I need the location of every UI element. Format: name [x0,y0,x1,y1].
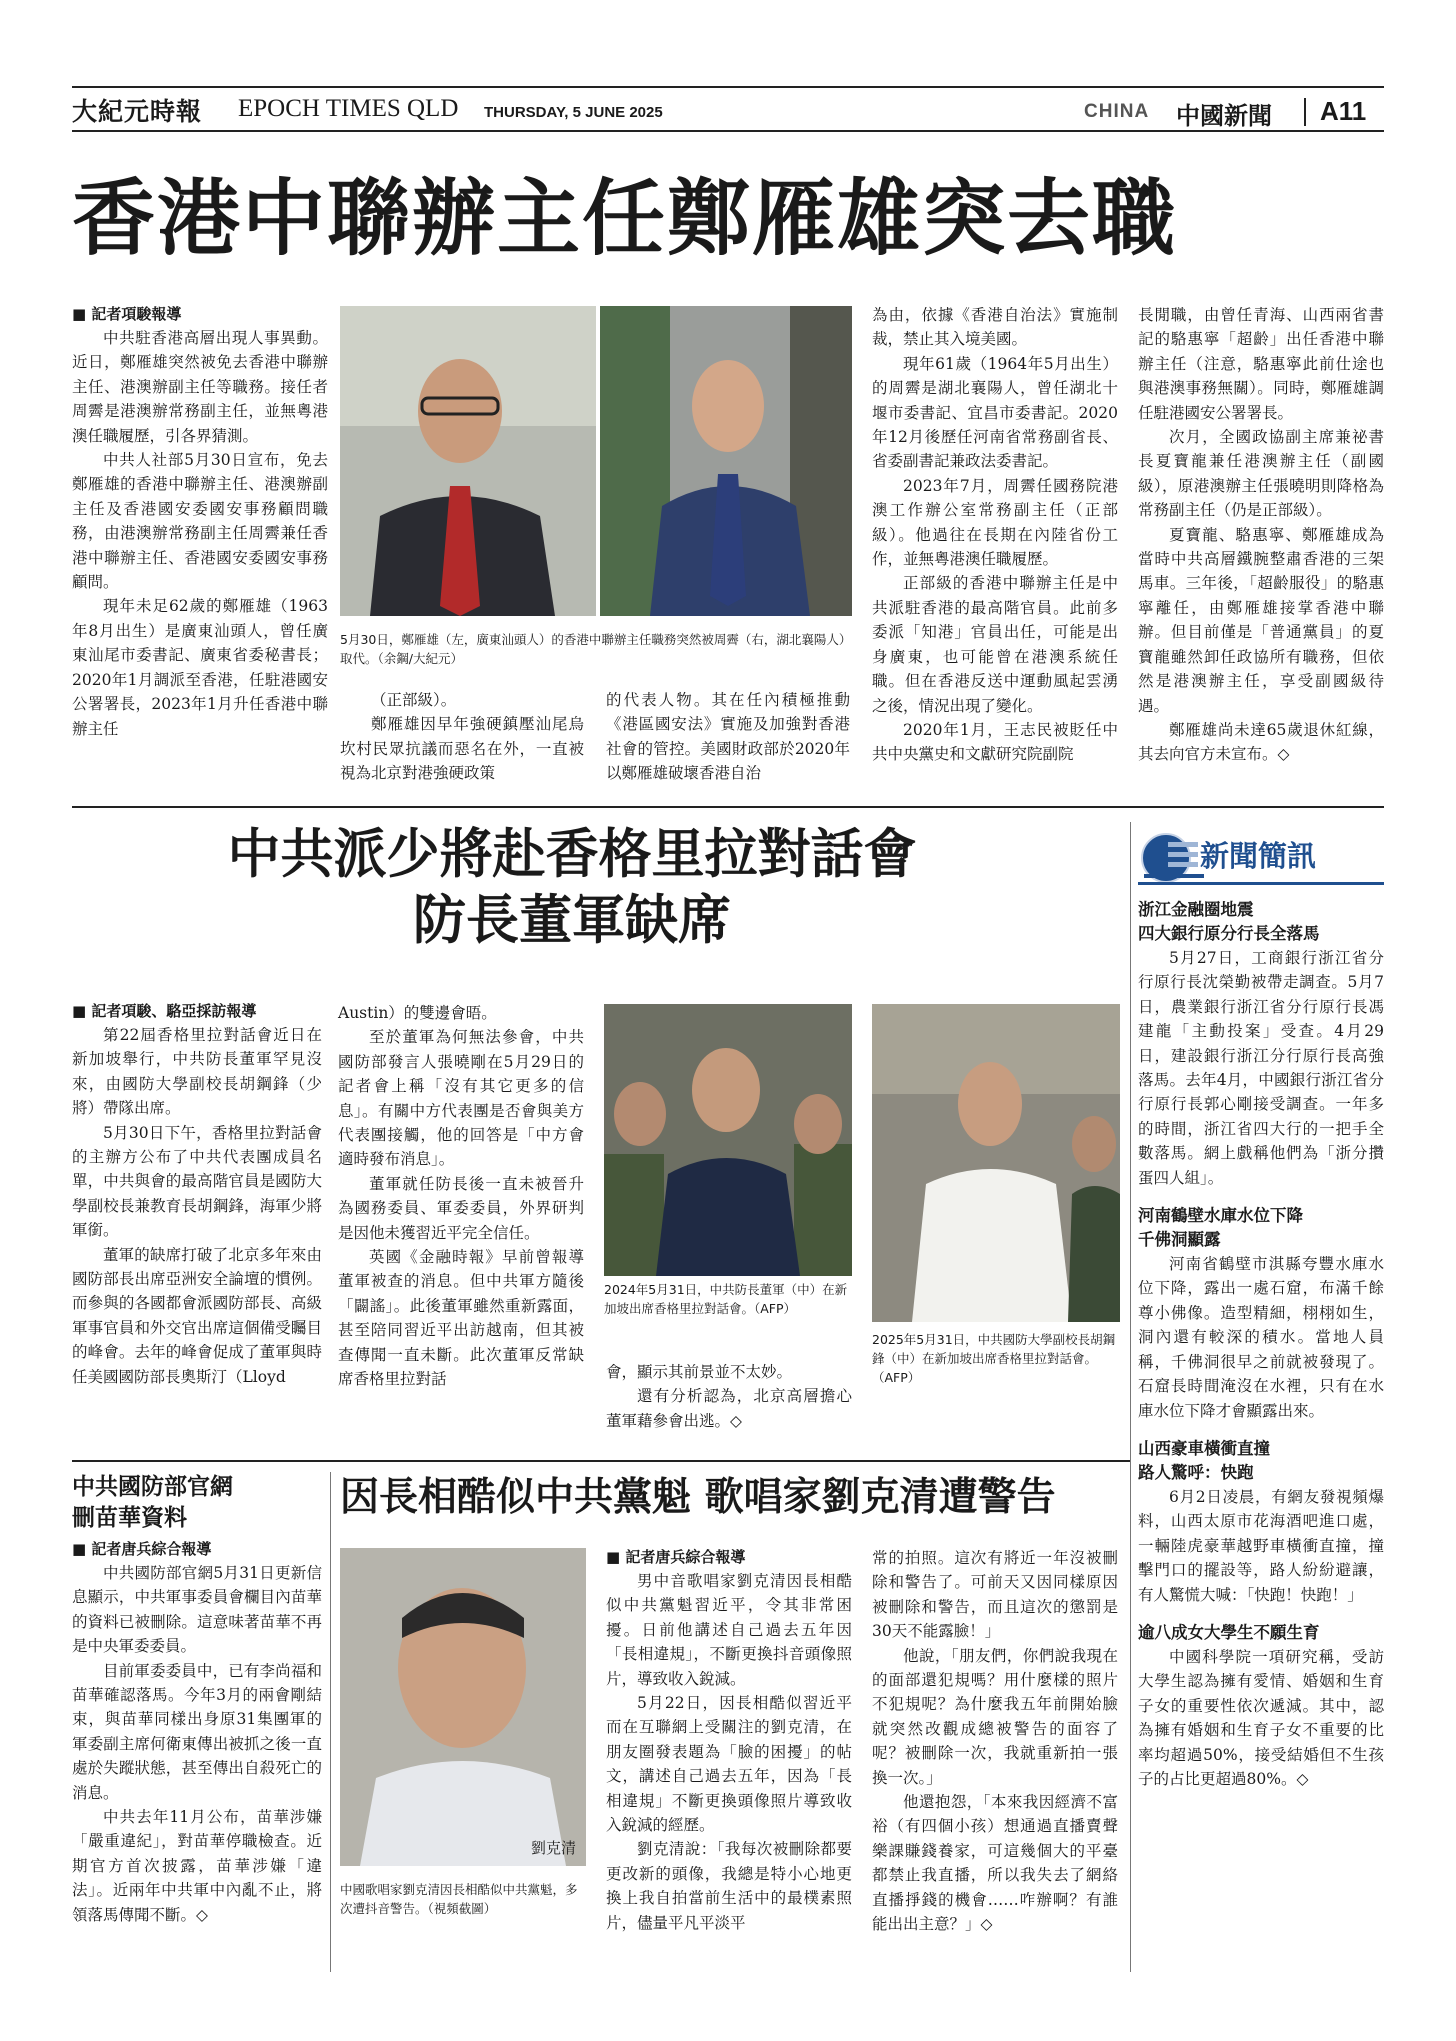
paragraph: 中共駐香港高層出現人事異動。近日，鄭雁雄突然被免去香港中聯辦主任、港澳辦副主任等職務。接任者周霽是港澳辦常務副主任，並無粵港澳任職履歷，引各界猜測。 [72,329,328,445]
brand-en: EPOCH TIMES QLD [238,95,459,122]
story1-col3-text [872,303,1118,767]
masthead-bottom-rule [72,130,1384,132]
briefs-title: 新聞簡訊 [1200,839,1317,873]
story1-byline: ■ 記者項駿報導 [72,305,182,323]
brief-body: 6月2日凌晨，有網友發視頻爆料，山西太原市花海酒吧進口處，一輛陸虎豪華越野車橫衝直撞，撞擊門口的擺設等，路人紛紛避讓，有人驚慌大喊：「快跑！快跑！」 [1138,1487,1384,1604]
paragraph: 2023年7月，周霽任國務院港澳工作辦公室常務副主任（正部級）。他過往在長期在內陸省份工作，並無粵港澳任職履歷。 [872,476,1118,569]
paragraph: 目前軍委委員中，已有李尚福和苗華確認落馬。今年3月的兩會剛結束，與苗華同樣出身原31集團軍的軍委副主席何衛東傳出被抓之後一直處於失蹤狀態，甚至傳出自殺死亡的消息。 [72,1661,322,1802]
brief-title: 河南鶴壁水庫水位下降 [1138,1206,1303,1226]
story1-col2-text [340,688,584,786]
story1-col4-text [1138,303,1384,767]
paragraph: 正部級的香港中聯辦主任是中共派駐香港的最高階官員。此前多委派「知港」官員出任，可能是出身廣東，也可能曾在港澳系統任職。但在香港反送中運動風起雲湧之後，情況出現了變化。 [872,574,1118,715]
paragraph: （正部級）。 [371,691,457,709]
paragraph: 長閒職，由曾任青海、山西兩省書記的駱惠寧「超齡」出任香港中聯辦主任（注意，駱惠寧此前仕途也與港澳事務無關）。同時，鄭雁雄調任駐港國安公署署長。 [1138,306,1384,422]
paragraph: 董軍就任防長後一直未被晉升為國務委員、軍委委員，外界研判是因他未獲習近平完全信任。 [338,1174,584,1242]
paragraph: 夏寶龍、駱惠寧、鄭雁雄成為當時中共高層鐵腕整肅香港的三架馬車。三年後，「超齡服役」的駱惠寧離任，由鄭雁雄接掌香港中聯辦。但目前僅是「普通黨員」的夏寶龍雖然卸任政協所有職務，但依然是港澳辦主任，享受副國級待遇。 [1138,525,1384,715]
paragraph: 中共人社部5月30日宣布，免去鄭雁雄的香港中聯辦主任、港澳辦副主任及香港國安委國安事務顧問職務，由港澳辦常務副主任周霽兼任香港中聯辦主任、香港國安委國安事務顧問。 [72,451,328,592]
story2-column-1 [72,1000,322,1389]
brief-body: 河南省鶴壁市淇縣夸豐水庫水位下降，露出一處石窟，布滿千餘尊小佛像。造型精細，栩栩如生，洞內還有較深的積水。當地人員稱，千佛洞很早之前就被發現了。石窟長時間淹沒在水裡，只有在水庫水位下降才會顯露出來。 [1138,1255,1384,1420]
story2-byline: ■ 記者項駿、駱亞採訪報導 [72,1002,257,1020]
story1-col1-text [72,326,328,741]
paragraph: 現年61歲（1964年5月出生）的周霽是湖北襄陽人，曾任湖北十堰市委書記、宜昌市委書記。2020年12月後歷任河南省常務副省長、省委副書記兼政法委書記。 [872,354,1118,471]
story4-col1-text [606,1569,852,1935]
section-cn: 中國新聞 [1176,102,1272,130]
photo-signature: 劉克清 [530,1839,576,1857]
story3-divider [330,1472,331,1972]
briefs-banner [1138,828,1384,890]
brief-title: 逾八成女大學生不願生育 [1138,1622,1320,1642]
issue-date: THURSDAY, 5 JUNE 2025 [484,104,663,121]
paragraph: 他說，「朋友們，你們說我現在的面部還犯規嗎？用什麼樣的照片不犯規呢？為什麼我五年前開始臉就突然改觀成總被警告的面容了呢？被刪除一次，我就重新拍一張換一次。」 [872,1646,1118,1787]
photo-zheng-yanxiong-illustration [340,306,596,616]
story1-column-1 [72,303,328,741]
masthead-divider [1304,98,1306,126]
paragraph: 中共國防部官網5月31日更新信息顯示，中共軍事委員會欄目內苗華的資料已被刪除。這意味著苗華不再是中央軍委委員。 [72,1564,322,1656]
photo-dong-jun-illustration [604,1004,852,1276]
photo-zhou-ji [600,306,852,616]
story1-col3-bottom-text [606,688,850,786]
paragraph: 第22屆香格里拉對話會近日在新加坡舉行，中共防長董軍罕見沒來，由國防大學副校長胡鋼鋒（少將）帶隊出席。 [72,1026,322,1118]
paragraph: 常的拍照。這次有將近一年沒被刪除和警告了。可前天又因同樣原因被刪除和警告，而且這次的懲罰是30天不能露臉！」 [872,1549,1118,1641]
briefs-banner-underline [1138,882,1384,885]
story4-headline: 因長相酷似中共黨魁 歌唱家劉克清遭警告 [340,1475,1056,1520]
paragraph: 英國《金融時報》早前曾報導董軍被查的消息。但中共軍方隨後「闢謠」。此後董軍雖然重新露面，甚至陪同習近平出訪越南，但其被查傳聞一直未斷。此次董軍反常缺席香格里拉對話 [338,1248,584,1389]
newspaper-icon [1138,828,1208,888]
brief-item [1138,1204,1384,1423]
paragraph: 董軍的缺席打破了北京多年來由國防部長出席亞洲安全論壇的慣例。而參與的各國都會派國防部長、高級軍事官員和外交官出席這個備受矚目的峰會。去年的峰會促成了董軍與時任美國國防部長奧斯汀（Lloyd [72,1245,322,1386]
brand-cn: 大紀元時報 [72,97,203,126]
story2-headline-line2: 防長董軍缺席 [413,890,731,951]
masthead-top-rule [72,86,1384,88]
photo-hu-gangfeng [872,1004,1120,1322]
section-en: CHINA [1084,101,1150,122]
brief-item [1138,898,1384,1190]
photo-liu-keqing-illustration [340,1548,586,1866]
paragraph: 鄭雁雄尚未達65歲退休紅線，其去向官方未宣布。◇ [1138,720,1384,764]
story2-caption-1: 2024年5月31日，中共防長董軍（中）在新加坡出席香格里拉對話會。（AFP） [604,1282,848,1316]
brief-item [1138,1437,1384,1607]
story4-byline: ■ 記者唐兵綜合報導 [606,1548,746,1566]
brief-body: 5月27日，工商銀行浙江省分行原行長沈榮勤被帶走調查。5月7日，農業銀行浙江省分行原行長馮建龍「主動投案」受查。4月29日，建設銀行浙江分行原行長高強落馬。去年4月，中國銀行浙江省分行原行長郭心剛接受調查。一年多的時間，浙江省四大行的一把手全數落馬。網上戲稱他們為「浙分攢蛋四人組」。 [1138,949,1384,1187]
paragraph: 現年未足62歲的鄭雁雄（1963年8月出生）是廣東汕頭人，曾任廣東汕尾市委書記、廣東省委秘書長；2020年1月調派至香港，任駐港國安公署署長，2023年1月升任香港中聯辦主任 [72,597,328,738]
story3-title-line1: 中共國防部官網 [72,1474,233,1500]
story2-headline-line1: 中共派少將赴香格里拉對話會 [227,824,917,885]
story1-bottom-rule [72,806,1384,808]
paragraph: 的代表人物。其在任內積極推動《港區國安法》實施及加強對香港社會的管控。美國財政部於2020年以鄭雁雄破壞香港自治 [606,691,850,783]
paragraph: 5月22日，因長相酷似習近平而在互聯網上受關注的劉克清，在朋友圈發表題為「臉的困擾」的帖文，講述自己過去五年，因為「長相違規」不斷更換頭像照片導致收入銳減的經歷。 [606,1694,852,1835]
brief-body: 中國科學院一項研究稱，受訪大學生認為擁有愛情、婚姻和生育子女的重要性依次遞減。其中，認為擁有婚姻和生育子女不重要的比率均超過50%，接受結婚但不生孩子的占比更超過80%。◇ [1138,1647,1384,1788]
paragraph: 中共去年11月公布，苗華涉嫌「嚴重違紀」，對苗華停職檢查。近期官方首次披露，苗華涉嫌「違法」。近兩年中共軍中內亂不止，將領落馬傳聞不斷。◇ [72,1808,322,1924]
story2-col2-text [338,1001,584,1392]
brief-item [1138,1621,1384,1791]
story3 [72,1472,322,1927]
paragraph: 還有分析認為，北京高層擔心董軍藉參會出逃。◇ [606,1387,852,1430]
paragraph: 2020年1月，王志民被貶任中共中央黨史和文獻研究院副院 [872,720,1118,764]
story2-col1-text [72,1023,322,1389]
paragraph: 為由，依據《香港自治法》實施制裁，禁止其入境美國。 [872,306,1118,349]
photo-liu-keqing [340,1548,586,1866]
brief-title: 千佛洞顯露 [1138,1230,1221,1250]
paragraph: 他還抱怨，「本來我因經濟不富裕（有四個小孩）想通過直播賣聲樂課賺錢養家，可這幾個大的平臺都禁止我直播，所以我失去了網絡直播掙錢的機會……咋辦啊？有誰能出出主意？」◇ [872,1793,1118,1934]
photo-zheng-yanxiong [340,306,596,616]
photo-zhou-ji-illustration [600,306,852,616]
brief-title: 山西豪車橫衝直撞 [1138,1438,1270,1458]
briefs-divider [1130,822,1131,1972]
story4-col2-text [872,1546,1118,1937]
story2-col3-text [606,1360,852,1433]
paragraph: 5月30日下午，香格里拉對話會的主辦方公布了中共代表團成員名單，中共與會的最高階官員是國防大學副校長兼教育長胡鋼鋒，海軍少將軍銜。 [72,1123,322,1240]
main-headline: 香港中聯辦主任鄭雁雄突去職 [72,169,1177,267]
paragraph: Austin）的雙邊會晤。 [338,1004,497,1022]
page-number: A11 [1320,96,1367,126]
story2-bottom-rule [72,1460,1130,1462]
story3-title-line2: 刪苗華資料 [72,1505,187,1531]
story4-photo-caption: 中國歌唱家劉克清因長相酷似中共黨魁，多次遭抖音警告。（視頻截圖） [340,1882,578,1916]
paragraph: 鄭雁雄因早年強硬鎮壓汕尾烏坎村民眾抗議而惡名在外，一直被視為北京對港強硬政策 [340,715,584,783]
paragraph: 次月，全國政協副主席兼祕書長夏寶龍兼任港澳辦主任（副國級），原港澳辦主任張曉明則降格為常務副主任（仍是正部級）。 [1138,428,1384,520]
brief-title: 四大銀行原分行長全落馬 [1138,924,1320,943]
story3-byline: ■ 記者唐兵綜合報導 [72,1540,212,1558]
story2-caption-2: 2025年5月31日，中共國防大學副校長胡鋼鋒（中）在新加坡出席香格里拉對話會。（AFP） [872,1332,1116,1385]
photo-hu-gangfeng-illustration [872,1004,1120,1322]
paragraph: 劉克清說：「我每次被刪除都要更改新的頭像，我總是特小心地更換上我自拍當前生活中的最樸素照片，儘量平凡平淡平 [606,1840,852,1932]
paragraph: 至於董軍為何無法參會，中共國防部發言人張曉剛在5月29日的記者會上稱「沒有其它更多的信息」。有關中方代表團是否會與美方代表團接觸，他的回答是「中方會適時發布消息」。 [338,1028,584,1169]
photo-dong-jun [604,1004,852,1276]
paragraph: 男中音歌唱家劉克清因長相酷似中共黨魁習近平，令其非常困擾。日前他講述自己過去五年因「長相違規」，不斷更換抖音頭像照片，導致收入銳減。 [606,1572,852,1688]
brief-title: 浙江金融圈地震 [1138,900,1254,919]
story4-column-1 [606,1546,852,1935]
story1-photo-caption: 5月30日，鄭雁雄（左，廣東汕頭人）的香港中聯辦主任職務突然被周霽（右，湖北襄陽人）取代。（余鋼/大紀元） [340,632,852,666]
paragraph: 會，顯示其前景並不太妙。 [606,1363,793,1381]
story3-body-text [72,1561,322,1927]
briefs-list [1138,898,1384,1805]
brief-title: 路人驚呼：快跑 [1138,1462,1254,1482]
